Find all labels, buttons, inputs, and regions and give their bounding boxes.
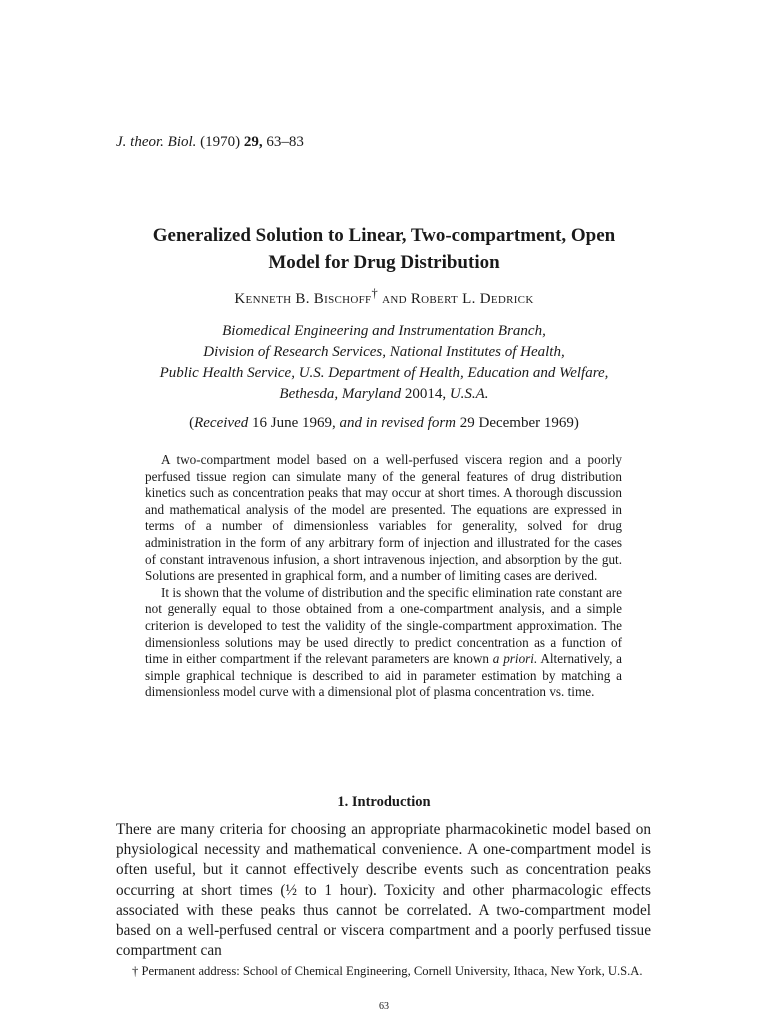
affiliation-line-1: Biomedical Engineering and Instrumentation Branch, [222,323,546,339]
journal-pages: 63–83 [266,134,304,150]
revised-label: and in revised form [339,415,456,431]
affiliation-line-4 [100,384,668,405]
paper-title-line-1: Generalized Solution to Linear, Two-compartment, Open [152,225,616,246]
author-1: Kenneth B. Bischoff [234,291,372,307]
affiliation-zip: 20014, [404,386,447,402]
affiliation-place: Bethesda, Maryland [279,386,402,402]
page-number: 63 [379,1001,389,1012]
journal-year: (1970) [200,134,241,150]
author-list [100,286,668,308]
footnote: † Permanent address: School of Chemical Engineering, Cornell University, Ithaca, New York, U.S.A. [132,964,643,978]
author-2: Robert L. Dedrick [410,291,534,307]
received-open-paren: ( [189,415,195,431]
abstract-p2-italic: a priori. [492,651,538,667]
received-label: Received [194,415,249,431]
paper-title [100,222,668,276]
affiliation-line-2: Division of Research Services, National Institutes of Health, [203,344,565,360]
section-heading: 1. Introduction [337,794,431,810]
journal-volume: 29, [243,134,263,150]
received-dates [100,415,668,432]
abstract-paragraph-1: A two-compartment model based on a well-perfused viscera region and a poorly perfused tissue region can simulate many of the general features of drug distribution kinetics such as concentration peaks that may occur at short times. A thorough discussion and mathematical analysis of the model are presented. The equations are expressed in terms of a number of dimensionless variables for generality, solved for drug administration in the form of any arbitrary form of injection and illustrated for the cases of constant intravenous infusion, a short intravenous injection, and absorption by the gut. Solutions are presented in graphical form, and a number of limiting cases are derived. [145,452,622,584]
abstract-p2-text: It is shown that the volume of distribution and the specific elimination rate constant are not generally equal to those obtained from a one-compartment analysis, and a simple criterion is developed to test the validity of the single-compartment approximation. The dimensionless solutions may be used directly to predict concentration as a function of time in either compartment if the relevant parameters are known [145,584,622,667]
revised-date: 29 December 1969 [459,415,574,431]
abstract-paragraph-2 [145,585,622,701]
journal-name: J. theor. Biol. [116,134,197,150]
journal-citation [116,134,304,151]
paper-title-line-2: Model for Drug Distribution [268,252,500,273]
affiliation-line-3: Public Health Service, U.S. Department of Health, Education and Welfare, [159,365,609,381]
affiliation-country: U.S.A. [449,386,489,402]
received-date: 16 June 1969, [251,415,336,431]
abstract-p2-text-end: Alternatively, a simple graphical technique is described to aid in parameter estimation by matching a dimensionless model curve with a dimensional plot of plasma concentration vs. time. [145,651,623,700]
author-conjunction: and [382,291,407,307]
received-close-paren: ) [573,415,579,431]
dagger-footnote-mark: † [371,286,379,300]
abstract [145,452,622,701]
introduction-paragraph: There are many criteria for choosing an appropriate pharmacokinetic model based on physiological necessity and mathematical convenience. A one-compartment model is often useful, but it cannot effectively describe events such as concentration peaks occurring at short times (½ to 1 hour). Toxicity and other pharmacologic effects associated with these peaks thus cannot be correlated. A two-compartment model based on a well-perfused central or viscera compartment and a poorly perfused tissue compartment can [116,821,651,960]
affiliation [100,321,668,405]
